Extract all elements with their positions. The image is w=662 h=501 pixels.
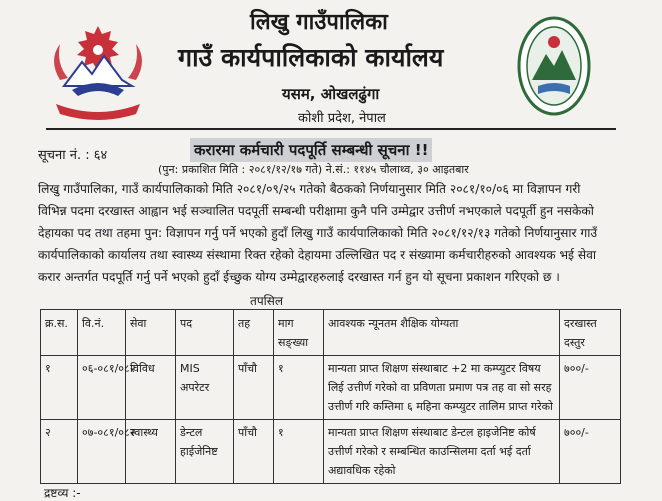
- col-service: सेवा: [126, 310, 176, 356]
- cell-post: डेन्टल हाईजेनिष्ट: [176, 420, 234, 484]
- cell-demand: १: [274, 420, 324, 484]
- cell-service: विविध: [126, 356, 176, 420]
- body-line: लिखु गाउँपालिका, गाउँ कार्यपालिकाको मिति २०८१/०९/२५ गतेको बैठकको निर्णयानुसार मिति २०८१/१०/०६ मा विज्ञापन गरी: [38, 182, 581, 196]
- cell-post: MIS अपरेटर: [176, 356, 234, 420]
- republished-date: (पुन: प्रकाशित मिति : २०८१/१२/१७ गते) ने.सं.: ११४५ चौलाथ्व, ३० आइतबार: [158, 163, 469, 176]
- municipality-title: लिखु गाउँपालिका: [250, 10, 388, 35]
- cell-demand: १: [274, 356, 324, 420]
- office-location: यसम, ओखलढुंगा: [282, 85, 380, 103]
- cell-qualification: मान्यता प्राप्त शिक्षण संस्थाबाट डेन्टल हाइजेनिष्ट कोर्ष उत्तीर्ण गरेको र सम्बन्धित काउन्सिलमा दर्ता भई दर्ता अद्यावधिक रहेको: [324, 420, 560, 484]
- nepal-emblem-icon: [38, 20, 158, 124]
- col-adv-no: वि.नं.: [78, 310, 126, 356]
- cell-level: पाँचौ: [234, 356, 274, 420]
- vacancy-table: [40, 309, 621, 484]
- cell-sn: २: [41, 420, 78, 484]
- cell-qualification: मान्यता प्राप्त शिक्षण संस्थाबाट +2 मा कम्प्युटर विषय लिई उत्तीर्ण गरेको वा प्रविणता प्रमाण पत्र तह वा सो सरह उत्तीर्ण गरि कम्तिमा ६ महिना कम्प्युटर तालिम प्राप्त गरेको: [324, 356, 560, 420]
- table-header-row: [41, 310, 621, 356]
- body-line: कार्यपालिकाको कार्यालय तथा स्वास्थ्य संस्थामा रिक्त रहेको देहायमा उल्लिखित पद र संख्यामा कर्मचारीहरुको आवश्यक भई सेवा: [38, 248, 597, 262]
- municipality-seal-icon: [516, 14, 592, 118]
- footer-note: द्रष्टव्य :-: [44, 486, 81, 500]
- body-line: करार अन्तर्गत पदपूर्ति गर्नु पर्ने भएको हुदाँ ईच्छुक योग्य उम्मेद्वारहरुलाई दरखास्त गर्न हुन यो सूचना प्रकाशन गरिएको छ ।: [38, 270, 560, 284]
- table-row: [41, 420, 621, 484]
- office-title: गाउँ कार्यपालिकाको कार्यालय: [178, 43, 444, 72]
- cell-level: पाँचौ: [234, 420, 274, 484]
- province-line: कोशी प्रदेश, नेपाल: [298, 111, 386, 126]
- col-post: पद: [176, 310, 234, 356]
- header-divider: [46, 128, 616, 130]
- notice-body: [38, 178, 628, 288]
- body-line: विभिन्न पदमा दरखास्त आह्वान भई सञ्चालित पदपूर्ती सम्बन्धी परीक्षामा कुनै पनि उम्मेद्वार उत्तीर्ण नभएकाले पदपूर्ती हुन नसकेको: [38, 204, 594, 218]
- table-row: [41, 356, 621, 420]
- col-sn: क्र.स.: [41, 310, 78, 356]
- cell-fee: ७००/-: [560, 356, 621, 420]
- col-demand: माग सङ्ख्या: [274, 310, 324, 356]
- notice-subject: करारमा कर्मचारी पदपूर्ति सम्बन्धी सूचना !!: [190, 138, 432, 162]
- col-qualification: आवश्यक न्यूनतम शैक्षिक योग्यता: [324, 310, 560, 356]
- col-level: तह: [234, 310, 274, 356]
- cell-adv-no: ०६-०८१/०८२: [78, 356, 126, 420]
- body-line: देहायका पद तथा तहमा पुन: विज्ञापन गर्नु पर्ने भएको हुदाँ लिखु गाउँ कार्यपालिकाको मिति २०८१/१२/१३ गतेको निर्णयानुसार गाउँ: [38, 226, 598, 240]
- col-fee: दरखास्त दस्तुर: [560, 310, 621, 356]
- cell-service: स्वास्थ्य: [126, 420, 176, 484]
- cell-fee: ७००/-: [560, 420, 621, 484]
- cell-adv-no: ०७-०८१/०८२: [78, 420, 126, 484]
- notice-number: सूचना नं. : ६४: [38, 148, 108, 163]
- table-caption: तपसिल: [250, 294, 284, 308]
- cell-sn: १: [41, 356, 78, 420]
